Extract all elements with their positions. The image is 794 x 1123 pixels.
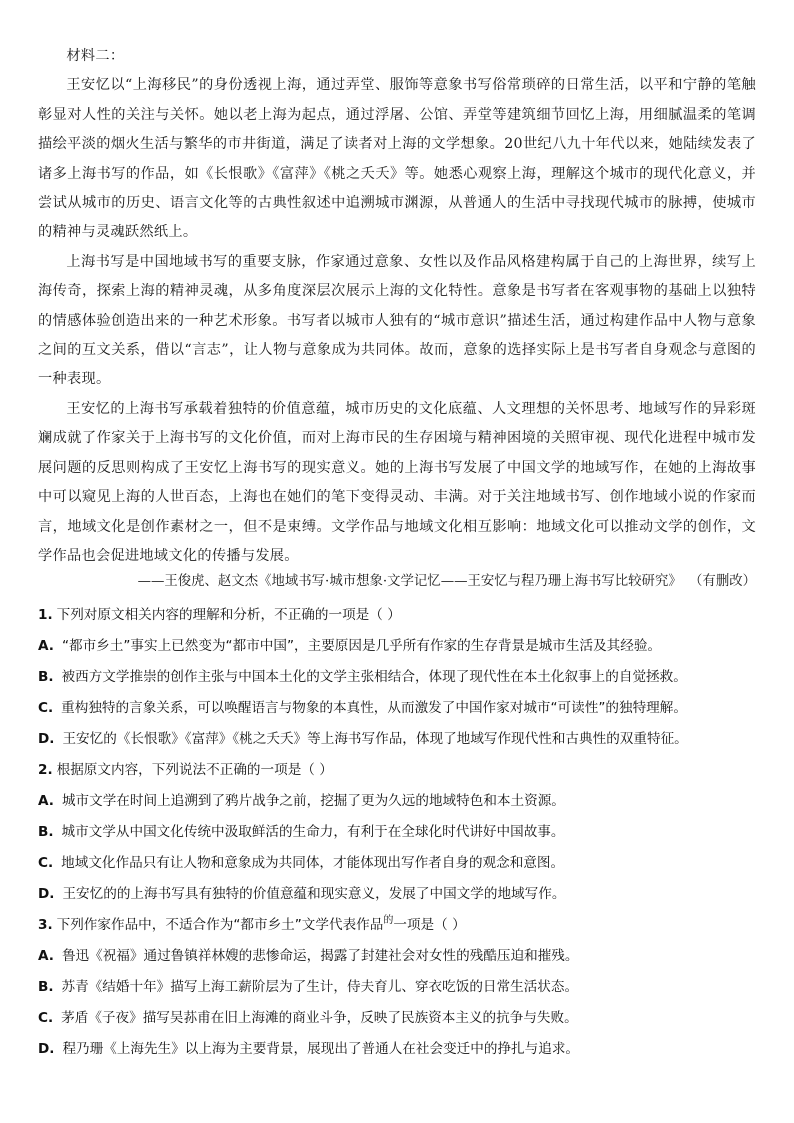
question-number: 2. — [38, 762, 53, 778]
question-text-before: 下列作家作品中，不适合作为“都市乡土”文学代表作品 — [56, 917, 384, 933]
option-text: 鲁迅《祝福》通过鲁镇祥林嫂的悲惨命运，揭露了封建社会对女性的残酷压迫和摧残。 — [61, 948, 579, 964]
question-number: 3. — [38, 917, 53, 933]
option-letter: B. — [38, 824, 54, 840]
material-paragraph: 王安忆的上海书写承载着独特的价值意蕴，城市历史的文化底蕴、人文理想的关怀思考、地域写作的异彩斑斓成就了作家关于上海书写的文化价值，而对上海市民的生存困境与精神困境的关照审视、现代化进程中城市发展问题的反思则构成了王安忆上海书写的现实意义。她的上海书写发展了中国文学的地域写作，在她的上海故事中可以窥见上海的人世百态，上海也在她们的笔下变得灵动、丰满。对于关注地域书写、创作地域小说的作家而言，地域文化是创作素材之一，但不是束缚。文学作品与地域文化相互影响：地域文化可以推动文学的创作，文学作品也会促进地域文化的传播与发展。 — [38, 400, 756, 564]
option-text: 重构独特的言象关系，可以唤醒语言与物象的本真性，从而激发了中国作家对城市“可读性”的独特理解。 — [61, 700, 687, 716]
option-item — [38, 631, 756, 662]
citation-text: ——王俊虎、赵文杰《地域书写·城市想象·文学记忆——王安忆与程乃珊上海书写比较研究》 — [137, 574, 682, 589]
question-number: 1. — [38, 607, 53, 623]
option-text: 地域文化作品只有让人物和意象成为共同体，才能体现出写作者自身的观念和意图。 — [61, 855, 565, 871]
option-letter: A. — [38, 793, 54, 809]
option-text: 苏青《结婚十年》描写上海工薪阶层为了生计，侍夫育儿、穿衣吃饭的日常生活状态。 — [61, 979, 579, 995]
option-letter: A. — [38, 948, 54, 964]
question-text: 根据原文内容，下列说法不正确的一项是（ ） — [56, 762, 333, 778]
option-letter: D. — [38, 886, 55, 902]
option-text: 被西方文学推崇的创作主张与中国本土化的文学主张相结合，体现了现代性在本土化叙事上的自觉拯救。 — [61, 669, 687, 685]
option-letter: C. — [38, 855, 54, 871]
option-item — [38, 879, 756, 910]
option-letter: C. — [38, 700, 54, 716]
option-item — [38, 941, 756, 972]
option-item — [38, 662, 756, 693]
option-item — [38, 972, 756, 1003]
option-item — [38, 724, 756, 755]
material-heading: 材料二： — [66, 48, 125, 64]
option-letter: D. — [38, 1041, 55, 1057]
option-text: 茅盾《子夜》描写吴荪甫在旧上海滩的商业斗争，反映了民族资本主义的抗争与失败。 — [61, 1010, 578, 1026]
option-text: 王安忆的的上海书写具有独特的价值意蕴和现实意义，发展了中国文学的地域写作。 — [62, 886, 566, 902]
reading-material — [38, 42, 756, 571]
option-letter: C. — [38, 1010, 54, 1026]
question-text: 下列对原文相关内容的理解和分析，不正确的一项是（ ） — [56, 607, 401, 623]
option-letter: D. — [38, 731, 55, 747]
material-paragraph: 上海书写是中国地域书写的重要支脉，作家通过意象、女性以及作品风格建构属于自己的上海世界，续写上海传奇，探索上海的精神灵魂，从多角度深层次展示上海的文化特性。意象是书写者在客观事物的基础上以独特的情感体验创造出来的一种艺术形象。书写者以城市人独有的“城市意识”描述生活，通过构建作品中人物与意象之间的互文关系，借以“言志”，让人物与意象成为共同体。故而，意象的选择实际上是书写者自身观念与意图的一种表现。 — [38, 253, 756, 388]
question-text-after: 一项是（ ） — [393, 917, 466, 933]
option-text: “都市乡土”事实上已然变为“都市中国”，主要原因是几乎所有作家的生存背景是城市生活及其经验。 — [61, 638, 662, 654]
option-text: 城市文学在时间上追溯到了鸦片战争之前，挖掘了更为久远的地域特色和本土资源。 — [61, 793, 565, 809]
option-item — [38, 1034, 756, 1065]
option-item — [38, 817, 756, 848]
material-paragraph: 王安忆以“上海移民”的身份透视上海，通过弄堂、服饰等意象书写俗常琐碎的日常生活，以平和宁静的笔触彰显对人性的关注与关怀。她以老上海为起点，通过浮屠、公馆、弄堂等建筑细节回忆上海，用细腻温柔的笔调描绘平淡的烟火生活与繁华的市井街道，满足了读者对上海的文学想象。20世纪八九十年代以来，她陆续发表了诸多上海书写的作品，如《长恨歌》《富萍》《桃之夭夭》等。她悉心观察上海，理解这个城市的现代化意义，并尝试从城市的历史、语言文化等的古典性叙述中追溯城市渊源，从普通人的生活中寻找现代城市的脉搏，使城市的精神与灵魂跃然纸上。 — [38, 77, 756, 241]
question-text-superscript: 的 — [383, 915, 394, 926]
option-letter: B. — [38, 669, 54, 685]
option-item — [38, 1003, 756, 1034]
source-citation — [38, 570, 756, 594]
citation-note: （有删改） — [695, 574, 756, 589]
option-text: 程乃珊《上海先生》以上海为主要背景，展现出了普通人在社会变迁中的挣扎与追求。 — [62, 1041, 580, 1057]
option-item — [38, 693, 756, 724]
option-letter: B. — [38, 979, 54, 995]
question-stem — [38, 910, 756, 941]
option-item — [38, 786, 756, 817]
question-stem — [38, 755, 756, 786]
option-letter: A. — [38, 638, 54, 654]
option-text: 城市文学从中国文化传统中汲取鲜活的生命力，有利于在全球化时代讲好中国故事。 — [61, 824, 565, 840]
option-item — [38, 848, 756, 879]
question-stem — [38, 600, 756, 631]
option-text: 王安忆的《长恨歌》《富萍》《桃之夭夭》等上海书写作品，体现了地域写作现代性和古典性的双重特征。 — [62, 731, 688, 747]
question-list — [38, 600, 756, 1065]
